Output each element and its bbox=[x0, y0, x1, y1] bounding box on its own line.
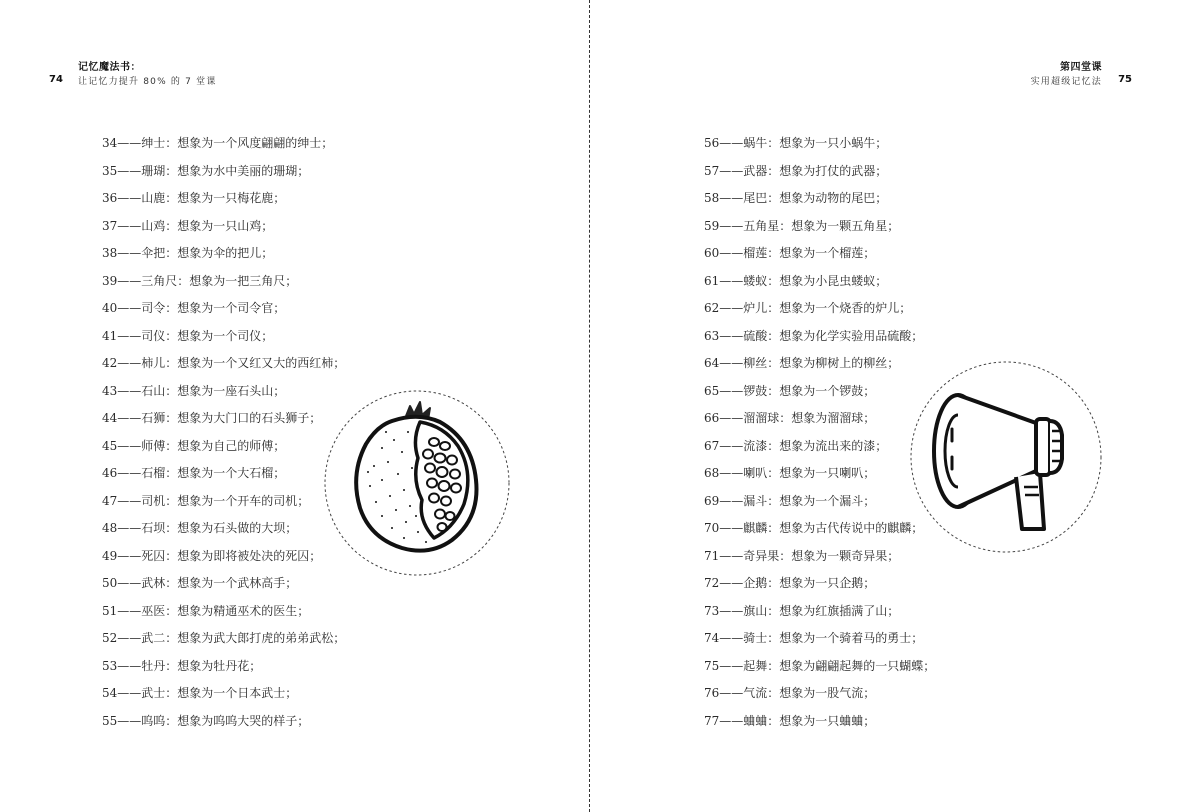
list-item: 36——山鹿：想象为一只梅花鹿； bbox=[102, 191, 286, 205]
list-item: 77——蛐蛐：想象为一只蛐蛐； bbox=[704, 713, 876, 728]
list-item: 76——气流：想象为一股气流； bbox=[704, 686, 876, 700]
list-item: 49——死囚：想象为即将被处决的死囚； bbox=[102, 548, 322, 563]
list-item: 35——珊瑚：想象为水中美丽的珊瑚； bbox=[102, 163, 310, 178]
list-item: 74——骑士：想象为一个骑着马的勇士； bbox=[704, 631, 924, 645]
list-item: 54——武士：想象为一个日本武士； bbox=[102, 686, 298, 700]
list-item: 39——三角尺：想象为一把三角尺； bbox=[102, 273, 298, 288]
list-item: 58——尾巴：想象为动物的尾巴； bbox=[704, 191, 888, 205]
list-item: 65——锣鼓：想象为一个锣鼓； bbox=[704, 383, 876, 398]
list-item: 61——蝼蚁：想象为小昆虫蝼蚁； bbox=[704, 273, 888, 288]
list-item: 44——石狮：想象为大门口的石头狮子； bbox=[102, 411, 322, 425]
list-item: 51——巫医：想象为精通巫术的医生； bbox=[102, 603, 310, 618]
list-item: 59——五角星：想象为一颗五角星； bbox=[704, 218, 900, 233]
right-page bbox=[590, 0, 1180, 812]
list-item: 50——武林：想象为一个武林高手； bbox=[102, 576, 298, 590]
list-item: 47——司机：想象为一个开车的司机； bbox=[102, 493, 310, 508]
list-item: 45——师傅：想象为自己的师傅； bbox=[102, 438, 286, 453]
memory-code-list-left bbox=[102, 130, 345, 735]
list-item: 64——柳丝：想象为柳树上的柳丝； bbox=[704, 356, 900, 370]
list-item: 34——绅士：想象为一个风度翩翩的绅士； bbox=[102, 136, 334, 150]
list-item: 71——奇异果：想象为一颗奇异果； bbox=[704, 548, 900, 563]
list-item: 37——山鸡：想象为一只山鸡； bbox=[102, 218, 274, 233]
page-number-left: 74 bbox=[49, 74, 63, 85]
list-item: 73——旗山：想象为红旗插满了山； bbox=[704, 603, 900, 618]
book-title: 记忆魔法书： bbox=[78, 62, 141, 73]
list-item: 68——喇叭：想象为一只喇叭； bbox=[704, 466, 876, 480]
list-item: 46——石榴：想象为一个大石榴； bbox=[102, 466, 286, 480]
chapter-subtitle: 实用超级记忆法 bbox=[1030, 77, 1102, 87]
list-item: 72——企鹅：想象为一只企鹅； bbox=[704, 576, 876, 590]
list-item: 41——司仪：想象为一个司仪； bbox=[102, 328, 274, 343]
list-item: 48——石坝：想象为石头做的大坝； bbox=[102, 521, 298, 535]
list-item: 70——麒麟：想象为古代传说中的麒麟； bbox=[704, 521, 924, 535]
list-item: 52——武二：想象为武大郎打虎的弟弟武松； bbox=[102, 631, 346, 645]
list-item: 62——炉儿：想象为一个烧香的炉儿； bbox=[704, 301, 912, 315]
list-item: 40——司令：想象为一个司令官； bbox=[102, 301, 286, 315]
list-item: 63——硫酸：想象为化学实验用品硫酸； bbox=[704, 328, 924, 343]
list-item: 56——蜗牛：想象为一只小蜗牛； bbox=[704, 136, 888, 150]
list-item: 57——武器：想象为打仗的武器； bbox=[704, 163, 888, 178]
list-item: 75——起舞：想象为翩翩起舞的一只蝴蝶； bbox=[704, 658, 936, 673]
list-item: 60——榴莲：想象为一个榴莲； bbox=[704, 246, 876, 260]
book-subtitle: 让记忆力提升 80% 的 7 堂课 bbox=[78, 77, 217, 87]
page-number-right: 75 bbox=[1118, 74, 1132, 85]
list-item: 69——漏斗：想象为一个漏斗； bbox=[704, 493, 876, 508]
list-item: 43——石山：想象为一座石头山； bbox=[102, 383, 286, 398]
list-item: 55——呜呜：想象为呜呜大哭的样子； bbox=[102, 713, 310, 728]
megaphone-icon bbox=[908, 359, 1104, 555]
memory-code-list-right bbox=[704, 130, 935, 735]
list-item: 53——牡丹：想象为牡丹花； bbox=[102, 658, 262, 673]
pomegranate-icon bbox=[322, 388, 512, 578]
chapter-title: 第四堂课 bbox=[1060, 62, 1102, 73]
list-item: 38——伞把：想象为伞的把儿； bbox=[102, 246, 274, 260]
left-page bbox=[0, 0, 589, 812]
list-item: 67——流漆：想象为流出来的漆； bbox=[704, 438, 888, 453]
list-item: 66——溜溜球：想象为溜溜球； bbox=[704, 411, 876, 425]
list-item: 42——柿儿：想象为一个又红又大的西红柿； bbox=[102, 356, 346, 370]
